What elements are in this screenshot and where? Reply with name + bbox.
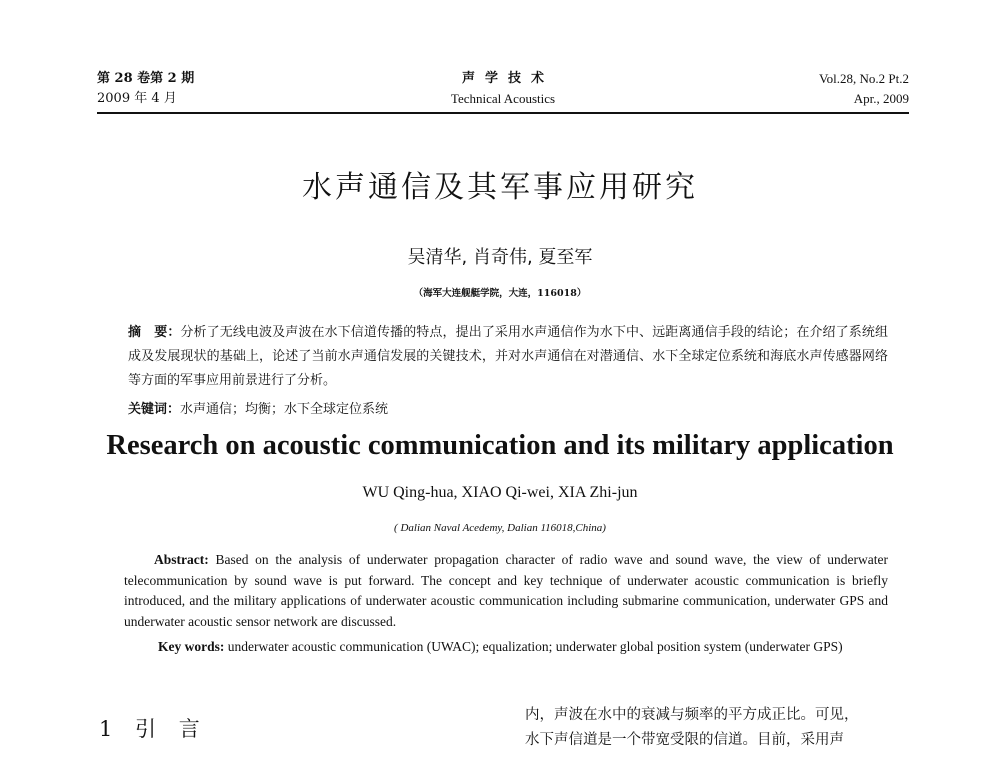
keywords-cn	[128, 399, 888, 421]
keywords-cn-text: 水声通信；均衡；水下全球定位系统	[180, 402, 389, 417]
keywords-en-text: underwater acoustic communication (UWAC); equalization; underwater global position system (underwater GPS)	[224, 639, 843, 654]
volume-en: Vol.28, No.2 Pt.2	[818, 71, 909, 86]
volume-issue-cn: 第 28 卷第 2 期	[97, 71, 195, 86]
keywords-en	[124, 637, 888, 658]
paper-title-cn: 水声通信及其军事应用研究	[302, 170, 698, 205]
header-center	[97, 69, 909, 109]
keywords-cn-label: 关键词：	[128, 402, 181, 417]
body-line: 内，声波在水中的衰减与频率的平方成正比。可见，	[525, 707, 859, 723]
abstract-en-text: Based on the analysis of underwater propagation character of radio wave and sound wave, the view of underwater telecommunication by sound wave is put forward. The concept and key technique of underwater acoustic communication is briefly introduced, and the military applications of underwater acoustic communication including submarine communication, underwater GPS and underwater acoustic sensor network are discussed.	[124, 552, 888, 629]
header-right	[819, 69, 909, 109]
abstract-cn	[128, 321, 888, 393]
date-en: Apr., 2009	[853, 91, 909, 106]
affiliation-en: ( Dalian Naval Acedemy, Dalian 116018,China)	[394, 522, 606, 534]
abstract-cn-text: 分析了无线电波及声波在水下信道传播的特点，提出了采用水声通信作为水下中、远距离通信手段的结论；在介绍了系统组成及发展现状的基础上，论述了当前水声通信发展的关键技术，并对水声通信在对潜通信、水下全球定位系统和海底水声传感器网络等方面的军事应用前景进行了分析。	[128, 325, 888, 388]
paper-title-en: Research on acoustic communication and its military application	[106, 430, 894, 461]
date-cn: 2009 年 4 月	[97, 91, 177, 106]
keywords-en-label: Key words:	[158, 639, 225, 654]
authors-cn: 吴清华, 肖奇伟, 夏至军	[407, 247, 593, 268]
journal-name-cn: 声学技术	[461, 71, 554, 86]
section-heading-introduction: 1 引 言	[99, 717, 208, 741]
journal-name-en: Technical Acoustics	[450, 91, 556, 106]
affiliation-cn: （海军大连舰艇学院，大连，116018）	[413, 288, 587, 299]
journal-header	[97, 66, 909, 114]
body-line: 水下声信道是一个带宽受限的信道。目前，采用声	[525, 732, 844, 748]
abstract-cn-label: 摘 要：	[128, 325, 181, 340]
abstract-en-label: Abstract:	[154, 552, 209, 567]
authors-en: WU Qing-hua, XIAO Qi-wei, XIA Zhi-jun	[362, 484, 638, 501]
body-text-right-column	[525, 703, 915, 753]
abstract-en	[124, 550, 888, 632]
